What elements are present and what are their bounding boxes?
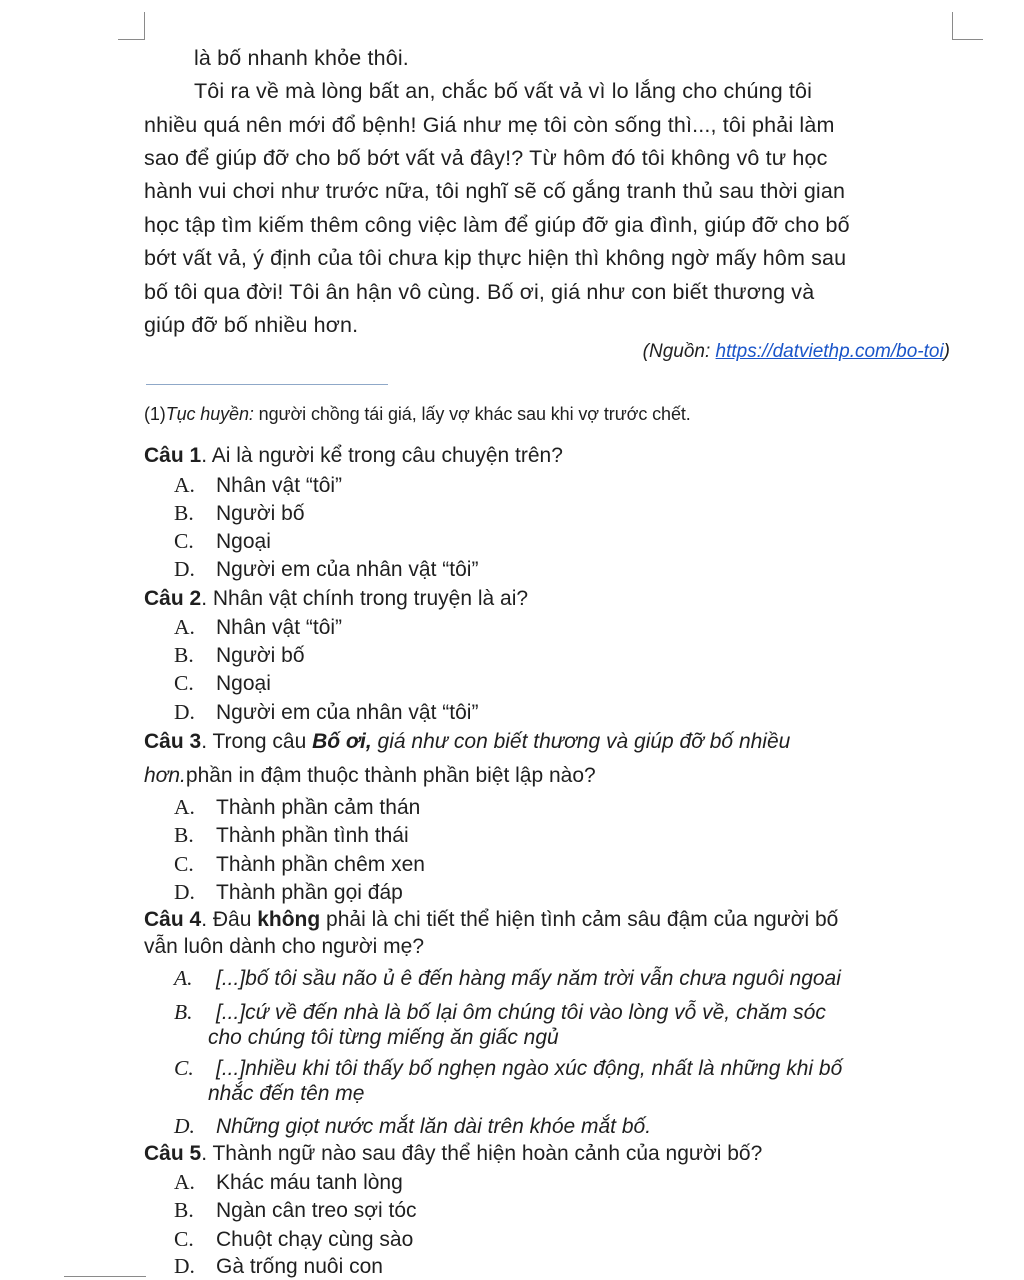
option-text-continued: nhắc đến tên mẹ bbox=[208, 1082, 365, 1105]
question-label: Câu 4 bbox=[144, 908, 202, 931]
option-letter: A. bbox=[174, 966, 193, 990]
option-text: Người bố bbox=[216, 644, 305, 667]
question-label: Câu 1 bbox=[144, 444, 202, 467]
question-3-option-c[interactable] bbox=[174, 852, 425, 877]
option-letter: C. bbox=[174, 852, 194, 876]
question-1-option-a[interactable] bbox=[174, 473, 342, 498]
option-text: Người em của nhân vật “tôi” bbox=[216, 558, 479, 581]
option-letter: B. bbox=[174, 1198, 194, 1222]
option-text: Ngoại bbox=[216, 672, 271, 695]
question-text: phần in đậm thuộc thành phần biệt lập nào? bbox=[185, 764, 596, 787]
option-letter: B. bbox=[174, 643, 194, 667]
question-bold-word: không bbox=[257, 908, 321, 931]
option-text: Thành phần tình thái bbox=[216, 824, 409, 847]
option-text: Gà trống nuôi con bbox=[216, 1255, 383, 1278]
question-2 bbox=[144, 587, 528, 611]
crop-mark-bottom-left bbox=[64, 1276, 146, 1277]
option-text: Những giọt nước mắt lăn dài trên khóe mắt bố. bbox=[216, 1115, 652, 1138]
footnote-definition: người chồng tái giá, lấy vợ khác sau khi vợ trước chết. bbox=[253, 404, 691, 424]
question-3-option-a[interactable] bbox=[174, 795, 420, 820]
option-letter: C. bbox=[174, 529, 194, 553]
passage-line: hành vui chơi như trước nữa, tôi nghĩ sẽ cố gắng tranh thủ sau thời gian bbox=[144, 179, 846, 203]
question-1 bbox=[144, 444, 563, 468]
option-text: Nhân vật “tôi” bbox=[216, 616, 343, 639]
option-text: [...]bố tôi sầu não ủ ê đến hàng mấy năm trời vẫn chưa nguôi ngoai bbox=[216, 967, 841, 990]
passage-line: Tôi ra về mà lòng bất an, chắc bố vất vả vì lo lắng cho chúng tôi bbox=[194, 79, 813, 103]
passage-line: là bố nhanh khỏe thôi. bbox=[194, 46, 409, 70]
question-5-option-d[interactable] bbox=[174, 1254, 383, 1279]
question-1-option-c[interactable] bbox=[174, 529, 271, 554]
option-text: Nhân vật “tôi” bbox=[216, 474, 343, 497]
source-suffix: ) bbox=[943, 341, 950, 362]
question-5 bbox=[144, 1142, 762, 1166]
question-3-option-b[interactable] bbox=[174, 823, 409, 848]
option-letter: D. bbox=[174, 880, 195, 904]
option-letter: B. bbox=[174, 501, 194, 525]
passage-line: học tập tìm kiếm thêm công việc làm để giúp đỡ gia đình, giúp đỡ cho bố bbox=[144, 213, 850, 237]
crop-mark-top-right bbox=[952, 12, 983, 40]
question-4-option-c[interactable] bbox=[174, 1056, 843, 1105]
question-5-option-b[interactable] bbox=[174, 1198, 417, 1223]
question-text: . Đâu bbox=[201, 908, 258, 931]
option-letter: B. bbox=[174, 1000, 193, 1024]
passage-line: nhiều quá nên mới đổ bệnh! Giá như mẹ tôi còn sống thì..., tôi phải làm bbox=[144, 113, 835, 137]
question-bold-phrase: Bố ơi, bbox=[312, 730, 372, 753]
question-4 bbox=[144, 908, 838, 932]
option-letter: D. bbox=[174, 557, 195, 581]
source-citation bbox=[643, 341, 950, 363]
option-letter: A. bbox=[174, 473, 195, 497]
question-5-option-a[interactable] bbox=[174, 1170, 403, 1195]
option-letter: A. bbox=[174, 795, 195, 819]
question-text: . Trong câu bbox=[201, 730, 313, 753]
option-letter: D. bbox=[174, 1254, 195, 1278]
question-4-option-a[interactable] bbox=[174, 966, 841, 991]
option-text: Người em của nhân vật “tôi” bbox=[216, 701, 479, 724]
question-label: Câu 3 bbox=[144, 730, 202, 753]
option-letter: C. bbox=[174, 1056, 194, 1080]
source-link[interactable]: https://datviethp.com/bo-toi bbox=[715, 341, 944, 362]
footnote-number: (1) bbox=[144, 404, 166, 424]
option-letter: B. bbox=[174, 823, 194, 847]
question-text: . Nhân vật chính trong truyện là ai? bbox=[201, 587, 529, 610]
question-4-option-b[interactable] bbox=[174, 1000, 826, 1049]
option-letter: C. bbox=[174, 671, 194, 695]
option-text: Khác máu tanh lòng bbox=[216, 1171, 403, 1194]
question-2-option-a[interactable] bbox=[174, 615, 342, 640]
option-text: Thành phần cảm thán bbox=[216, 796, 421, 819]
question-2-option-c[interactable] bbox=[174, 671, 271, 696]
question-label: Câu 5 bbox=[144, 1142, 202, 1165]
question-text: phải là chi tiết thể hiện tình cảm sâu đậm của người bố bbox=[320, 908, 839, 931]
option-letter: A. bbox=[174, 1170, 195, 1194]
option-text: Thành phần gọi đáp bbox=[216, 881, 403, 904]
question-label: Câu 2 bbox=[144, 587, 202, 610]
question-1-option-d[interactable] bbox=[174, 557, 478, 582]
question-3-line-2 bbox=[144, 764, 596, 788]
footnote-term: Tục huyền: bbox=[165, 404, 254, 424]
question-2-option-d[interactable] bbox=[174, 700, 478, 725]
option-letter: A. bbox=[174, 615, 195, 639]
question-5-option-c[interactable] bbox=[174, 1227, 413, 1252]
option-text: Chuột chạy cùng sào bbox=[216, 1228, 414, 1251]
passage-line: sao để giúp đỡ cho bố bớt vất vả đây!? Từ hôm đó tôi không vô tư học bbox=[144, 146, 828, 170]
passage-line: bớt vất vả, ý định của tôi chưa kịp thực hiện thì không ngờ mấy hôm sau bbox=[144, 246, 847, 270]
question-1-option-b[interactable] bbox=[174, 501, 305, 526]
option-letter: D. bbox=[174, 700, 195, 724]
crop-mark-top-left bbox=[118, 12, 145, 40]
passage-line: bố tôi qua đời! Tôi ân hận vô cùng. Bố ơi, giá như con biết thương và bbox=[144, 280, 815, 304]
option-text: [...]nhiều khi tôi thấy bố nghẹn ngào xúc động, nhất là những khi bố bbox=[216, 1057, 843, 1080]
question-3 bbox=[144, 730, 790, 754]
footnote bbox=[144, 404, 691, 425]
question-text: . Ai là người kể trong câu chuyện trên? bbox=[201, 444, 563, 467]
option-text: Thành phần chêm xen bbox=[216, 853, 425, 876]
question-text: . Thành ngữ nào sau đây thể hiện hoàn cảnh của người bố? bbox=[201, 1142, 763, 1165]
option-letter: D. bbox=[174, 1114, 195, 1138]
option-text-continued: cho chúng tôi từng miếng ăn giấc ngủ bbox=[208, 1026, 559, 1049]
question-2-option-b[interactable] bbox=[174, 643, 305, 668]
passage-line: giúp đỡ bố nhiều hơn. bbox=[144, 313, 359, 337]
question-italic-text: hơn. bbox=[144, 764, 186, 787]
question-4-option-d[interactable] bbox=[174, 1114, 651, 1139]
question-3-option-d[interactable] bbox=[174, 880, 403, 905]
source-prefix: (Nguồn: bbox=[642, 341, 716, 362]
option-text: Người bố bbox=[216, 502, 305, 525]
option-letter: C. bbox=[174, 1227, 194, 1251]
question-italic-text: giá như con biết thương và giúp đỡ bố nhiều bbox=[371, 730, 791, 753]
question-4-line-2: vẫn luôn dành cho người mẹ? bbox=[144, 935, 425, 958]
option-text: Ngàn cân treo sợi tóc bbox=[216, 1199, 417, 1222]
option-text: [...]cứ về đến nhà là bố lại ôm chúng tôi vào lòng vỗ về, chăm sóc bbox=[216, 1001, 826, 1024]
option-text: Ngoại bbox=[216, 530, 271, 553]
footnote-separator bbox=[146, 384, 388, 385]
